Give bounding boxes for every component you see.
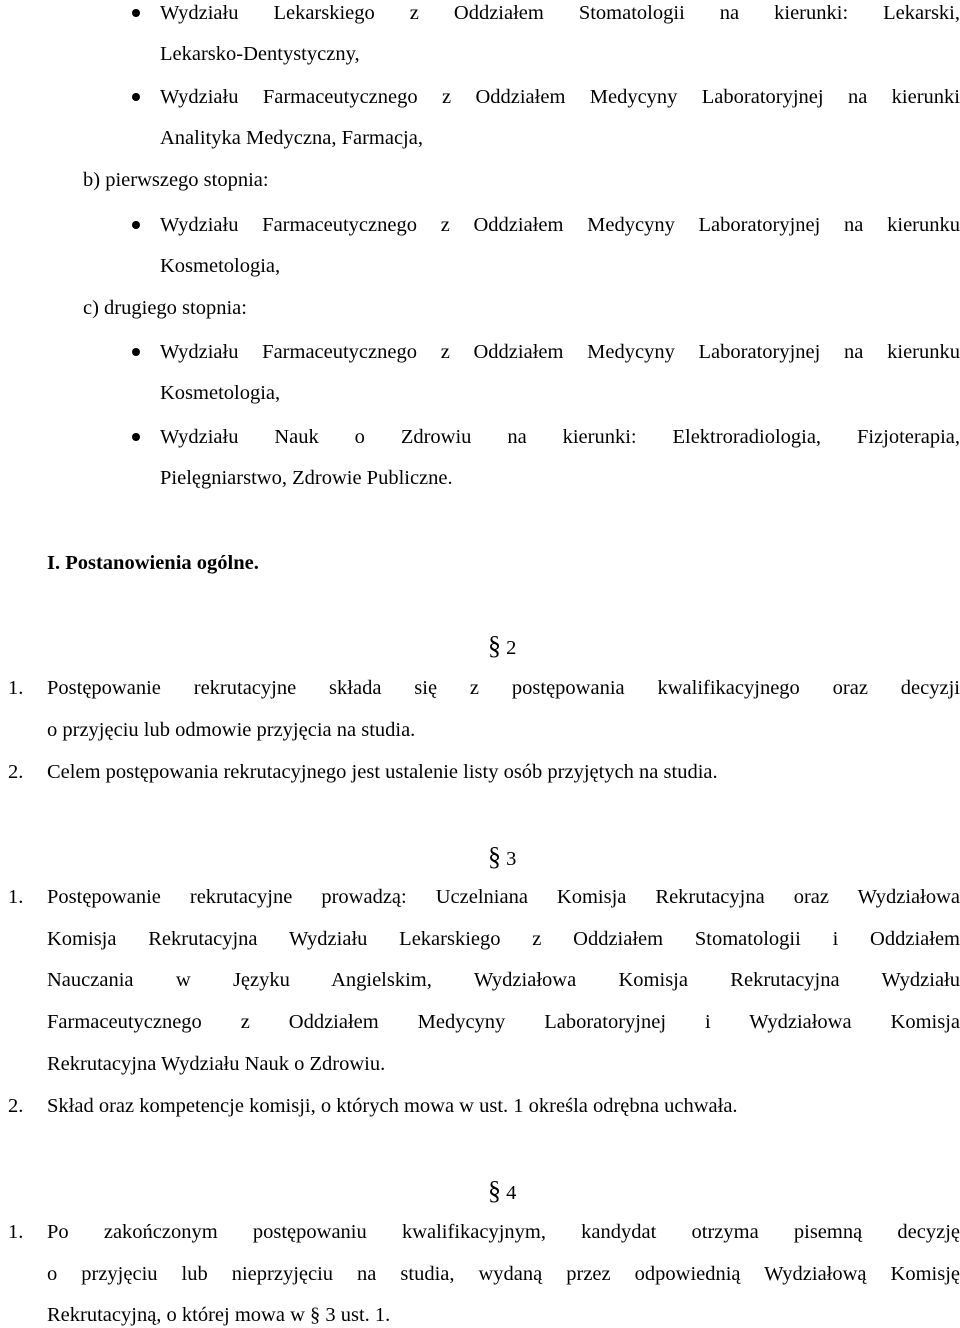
list-item-line: Wydziału Farmaceutycznego z Oddziałem Medycyny Laboratoryjnej na kierunki: [160, 86, 960, 108]
paragraph-line: Nauczania w Języku Angielskim, Wydziałowa Komisja Rekrutacyjna Wydziału: [47, 969, 960, 991]
bullet-icon: [132, 93, 140, 101]
list-heading: b) pierwszego stopnia:: [83, 169, 269, 191]
list-item-line: Kosmetologia,: [160, 382, 281, 404]
paragraph-line: Postępowanie rekrutacyjne prowadzą: Uczelniana Komisja Rekrutacyjna oraz Wydziałowa: [47, 886, 960, 908]
bullet-icon: [132, 348, 140, 356]
paragraph-line: Skład oraz kompetencje komisji, o których mowa w ust. 1 określa odrębna uchwała.: [47, 1095, 738, 1117]
list-heading: c) drugiego stopnia:: [83, 297, 247, 319]
item-number: 1.: [8, 677, 24, 699]
list-item-line: Kosmetologia,: [160, 255, 281, 277]
paragraph-line: Postępowanie rekrutacyjne składa się z postępowania kwalifikacyjnego oraz decyzji: [47, 677, 960, 699]
paragraph-number-value: 3: [506, 848, 517, 870]
paragraph-line: Rekrutacyjną, o której mowa w § 3 ust. 1.: [47, 1304, 391, 1326]
paragraph-number-value: 4: [506, 1182, 517, 1204]
list-item-line: Wydziału Farmaceutycznego z Oddziałem Medycyny Laboratoryjnej na kierunku: [160, 214, 960, 236]
list-item-line: Analityka Medyczna, Farmacja,: [160, 127, 423, 149]
paragraph-number: [488, 844, 516, 870]
list-item-line: Lekarsko-Dentystyczny,: [160, 43, 360, 65]
paragraph-line: o przyjęciu lub odmowie przyjęcia na studia.: [47, 719, 416, 741]
section-heading: I. Postanowienia ogólne.: [47, 552, 259, 574]
paragraph-number-value: 2: [506, 637, 517, 659]
paragraph-line: Rekrutacyjna Wydziału Nauk o Zdrowiu.: [47, 1053, 386, 1075]
list-item-line: Wydziału Lekarskiego z Oddziałem Stomatologii na kierunki: Lekarski,: [160, 2, 960, 24]
paragraph-line: Farmaceutycznego z Oddziałem Medycyny Laboratoryjnej i Wydziałowa Komisja: [47, 1011, 960, 1033]
item-number: 1.: [8, 886, 24, 908]
bullet-icon: [132, 433, 140, 441]
paragraph-line: Celem postępowania rekrutacyjnego jest ustalenie listy osób przyjętych na studia.: [47, 761, 718, 783]
paragraph-line: o przyjęciu lub nieprzyjęciu na studia, wydaną przez odpowiednią Wydziałową Komisję: [47, 1263, 960, 1285]
section-sign: §: [488, 1176, 501, 1205]
item-number: 1.: [8, 1221, 24, 1243]
item-number: 2.: [8, 1095, 24, 1117]
bullet-icon: [132, 221, 140, 229]
paragraph-line: Komisja Rekrutacyjna Wydziału Lekarskiego z Oddziałem Stomatologii i Oddziałem: [47, 928, 960, 950]
list-item-line: Pielęgniarstwo, Zdrowie Publiczne.: [160, 467, 453, 489]
list-item-line: Wydziału Nauk o Zdrowiu na kierunki: Elektroradiologia, Fizjoterapia,: [160, 426, 960, 448]
item-number: 2.: [8, 761, 24, 783]
list-item-line: Wydziału Farmaceutycznego z Oddziałem Medycyny Laboratoryjnej na kierunku: [160, 341, 960, 363]
paragraph-number: [488, 633, 516, 659]
paragraph-number: [488, 1178, 516, 1204]
section-sign: §: [488, 842, 501, 871]
section-sign: §: [488, 631, 501, 660]
bullet-icon: [132, 9, 140, 17]
paragraph-line: Po zakończonym postępowaniu kwalifikacyjnym, kandydat otrzyma pisemną decyzję: [47, 1221, 960, 1243]
